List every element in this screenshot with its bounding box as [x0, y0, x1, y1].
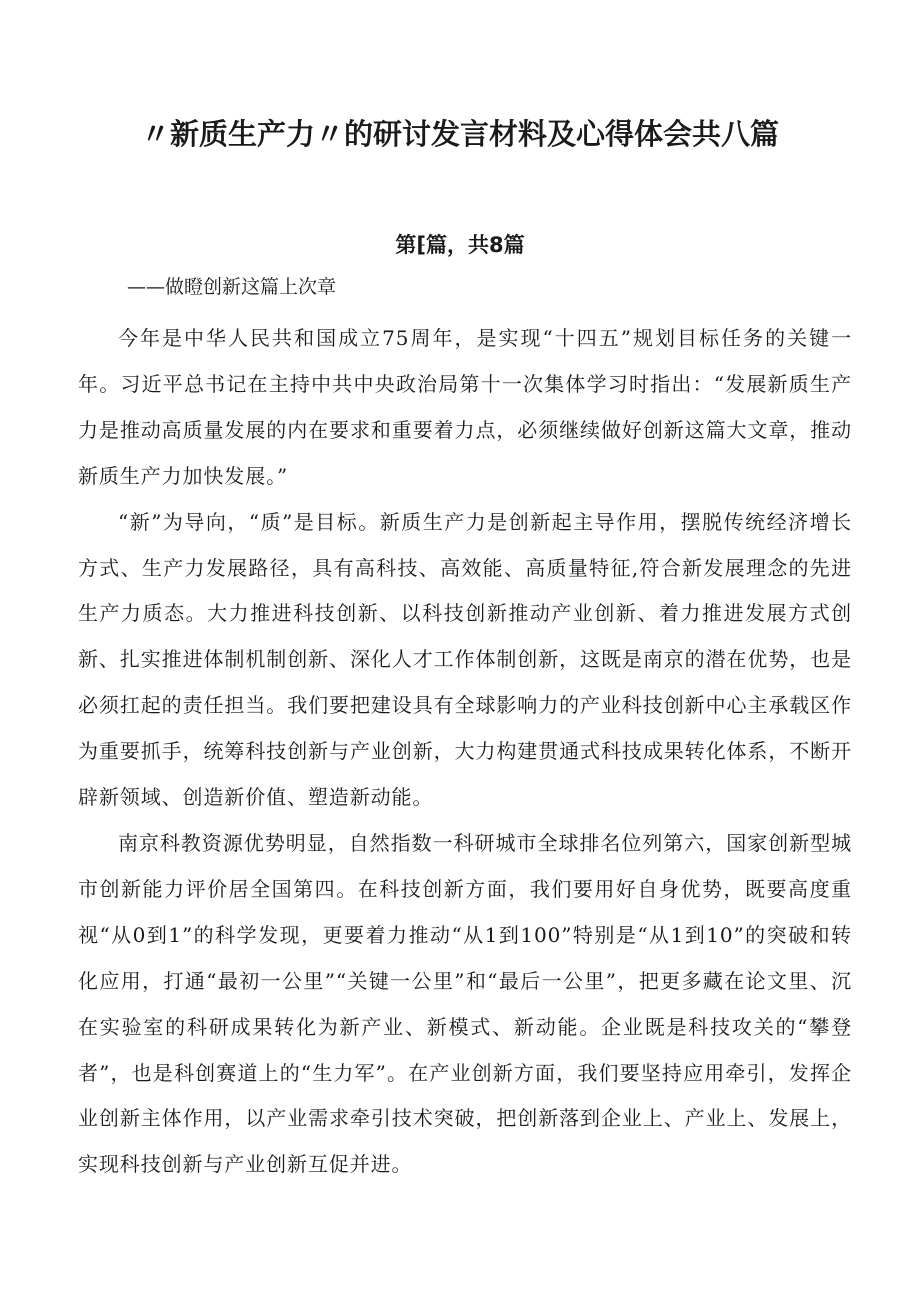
paragraph-1: 今年是中华人民共和国成立75周年，是实现“十四五”规划目标任务的关键一年。习近平总书记在主持中共中央政治局第十一次集体学习时指出：“发展新质生产力是推动高质量发展的内在要求和重要着力点，必须继续做好创新这篇大文章，推动新质生产力加快发展。” — [78, 326, 852, 488]
document-title: 〃新质生产力〃的研讨发言材料及心得体会共八篇 — [140, 117, 779, 151]
paragraph-3: 南京科教资源优势明显，自然指数一科研城市全球排名位列第六，国家创新型城市创新能力评价居全国第四。在科技创新方面，我们要用好自身优势，既要高度重视“从0到1”的科学发现，更要着力推动“从1到100”特别是“从1到10”的突破和转化应用，打通“最初一公里”“关键一公里”和“最后一公里”，把更多藏在论文里、沉在实验室的科研成果转化为新产业、新模式、新动能。企业既是科技攻关的“攀登者”，也是科创赛道上的“生力军”。在产业创新方面，我们要坚持应用牵引，发挥企业创新主体作用，以产业需求牵引技术突破，把创新落到企业上、产业上、发展上，实现科技创新与产业创新互促并进。 — [78, 830, 852, 1177]
section-subtitle: ——做瞪创新这篇上次章 — [127, 276, 337, 298]
body-text — [78, 316, 852, 1188]
section-heading: 第⁅篇，共8篇 — [395, 233, 525, 257]
paragraph-2: “新”为导向，“质”是目标。新质生产力是创新起主导作用，摆脱传统经济增长方式、生产力发展路径，具有高科技、高效能、高质量特征,符合新发展理念的先进生产力质态。大力推进科技创新、以科技创新推动产业创新、着力推进发展方式创新、扎实推进体制机制创新、深化人才工作体制创新，这既是南京的潜在优势，也是必须扛起的责任担当。我们要把建设具有全球影响力的产业科技创新中心主承载区作为重要抓手，统筹科技创新与产业创新，大力构建贯通式科技成果转化体系，不断开辟新领域、创造新价值、塑造新动能。 — [78, 509, 852, 810]
